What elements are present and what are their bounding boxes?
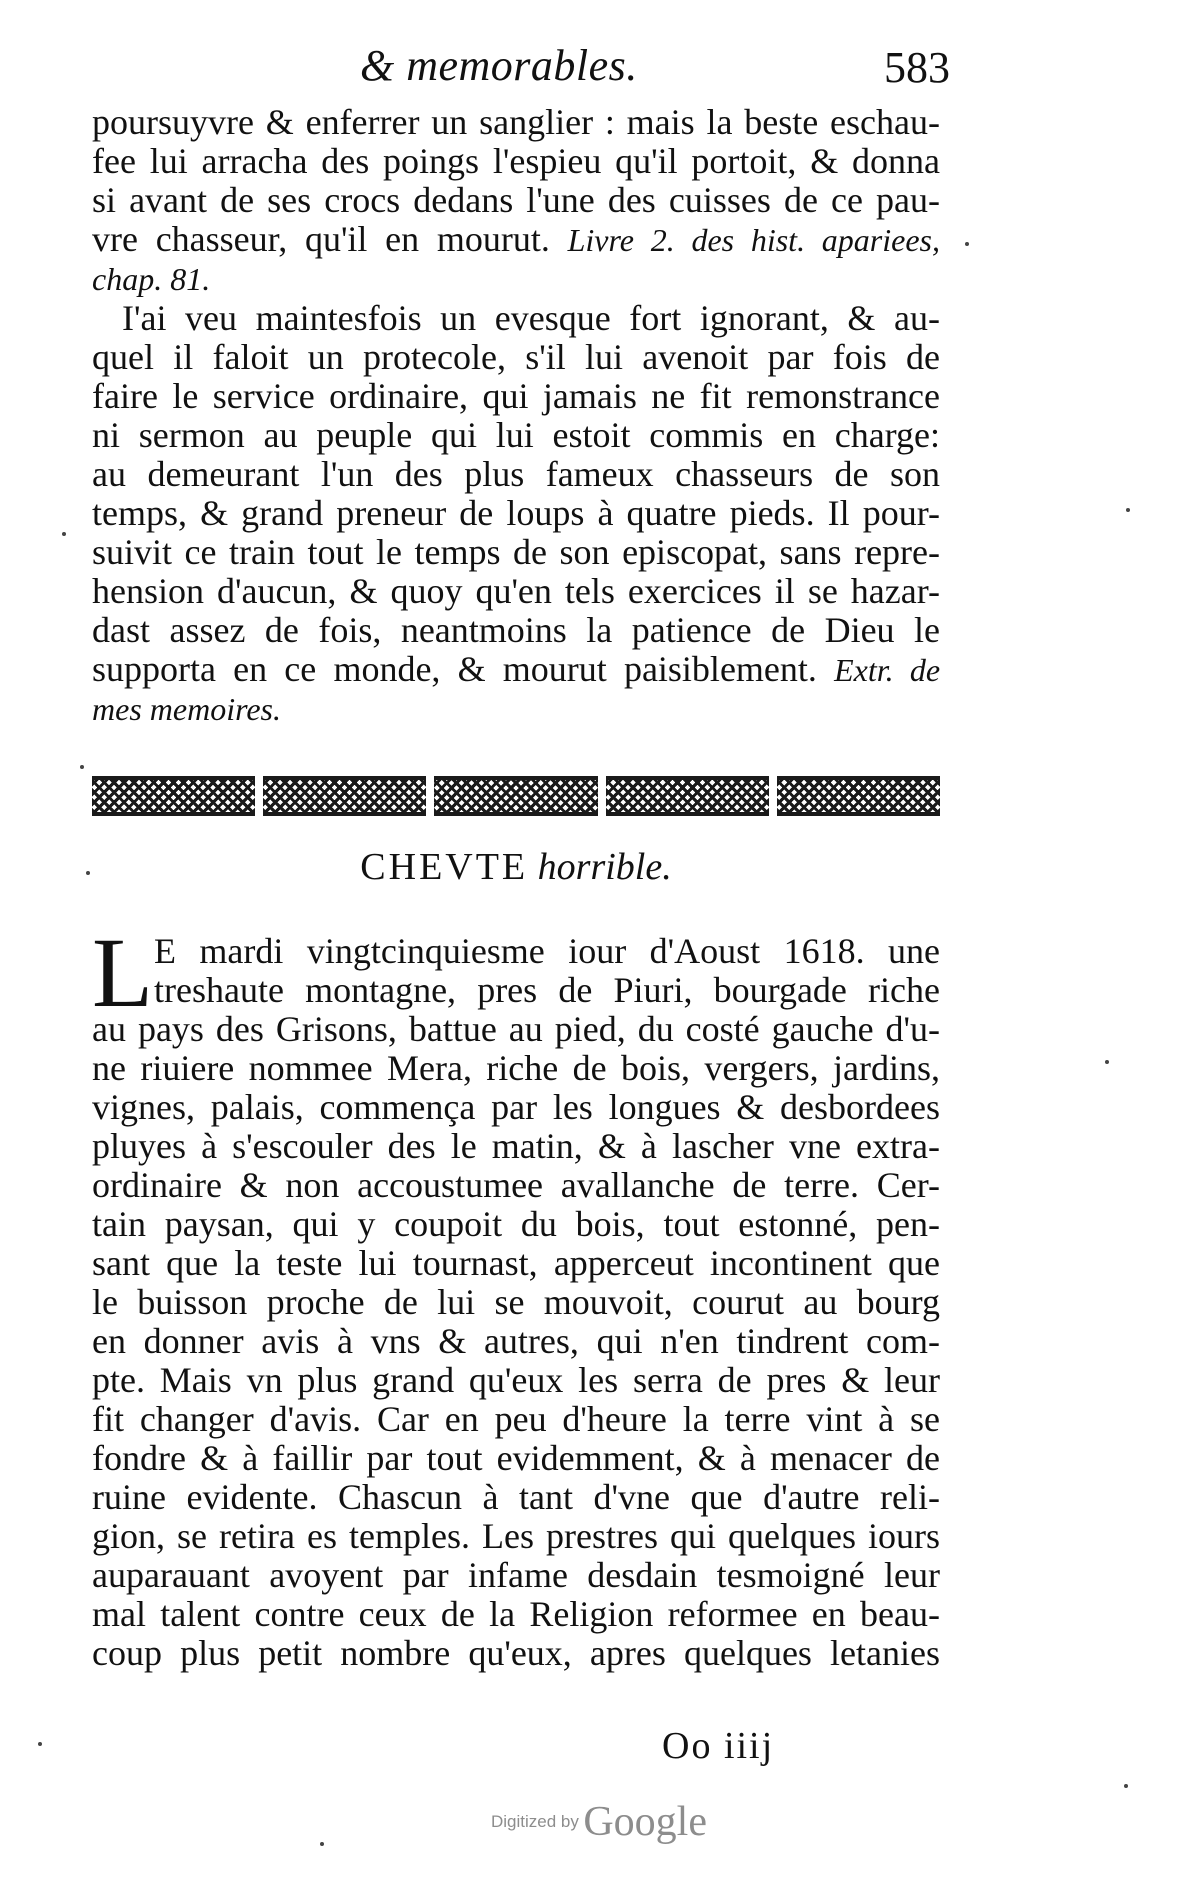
speck [38,1742,42,1746]
citation: Extr. de [834,652,941,688]
citation-end [92,259,940,298]
ornament-segment [777,776,940,816]
running-title: & memorables. [360,41,638,90]
text-line: dast assez de fois, neantmoins la patience de Dieu le [92,610,940,650]
text-line: E mardi vingtcinquiesme iour d'Aoust 1618. une [154,931,940,971]
text-line: temps, & grand preneur de loups à quatre pieds. Il pour- [92,493,940,533]
text-line-with-citation [92,650,940,689]
text-line-with-citation [92,220,940,259]
page-number: 583 [884,43,950,92]
text-line: pte. Mais vn plus grand qu'eux les serra de pres & leur [92,1360,940,1400]
ornament-segment [263,776,426,816]
text-line: au demeurant l'un des plus fameux chasseurs de son [92,454,940,494]
ornament-segment [92,776,255,816]
text-line: gion, se retira es temples. Les prestres qui quelques iours [92,1516,940,1556]
citation-end [92,689,940,728]
speck [320,1842,324,1846]
signature-mark: Oo iiij [662,1725,775,1767]
text-line: hension d'aucun, & quoy qu'en tels exercices il se hazar- [92,571,940,611]
text-line: au pays des Grisons, battue au pied, du costé gauche d'u- [92,1009,940,1049]
ornament-segment [434,776,597,816]
speck [965,242,969,246]
text-line: le buisson proche de lui se mouvoit, courut au bourg [92,1282,940,1322]
page-header [360,40,950,100]
ornamental-divider [92,776,940,816]
text-line: fondre & à faillir par tout evidemment, & à menacer de [92,1438,940,1478]
text-line: suivit ce train tout le temps de son episcopat, sans repre- [92,532,940,572]
text-line: pluyes à s'escouler des le matin, & à lascher vne extra- [92,1126,940,1166]
text-line: en donner avis à vns & autres, qui n'en tindrent com- [92,1321,940,1361]
speck [86,871,90,875]
citation: Livre 2. des hist. apariees, [567,222,940,258]
text-line: auparauant avoyent par infame desdain tesmoigné leur [92,1555,940,1595]
digitized-label: Digitized by [491,1812,579,1831]
speck [1126,508,1130,512]
text-line: mal talent contre ceux de la Religion reformee en beau- [92,1594,940,1634]
chapter-title [92,845,940,889]
text-line: fit changer d'avis. Car en peu d'heure la terre vint à se [92,1399,940,1439]
text-line: tain paysan, qui y coupoit du bois, tout estonné, pen- [92,1204,940,1244]
speck [80,765,84,769]
text-line: I'ai veu maintesfois un evesque fort ignorant, & au- [122,298,940,338]
drop-cap: L [92,917,154,1028]
text-line: poursuyvre & enferrer un sanglier : mais la beste eschau- [92,102,940,142]
text-line: ni sermon au peuple qui lui estoit commis en charge: [92,415,940,455]
chapter-body [92,917,940,1673]
citation: chap. 81. [92,261,211,297]
chapter-title-italic: horrible. [537,846,672,888]
text-line: sant que la teste lui tournast, apperceut incontinent que [92,1243,940,1283]
text-fragment: supporta en ce monde, & mourut paisiblement. [92,649,817,689]
text-line: faire le service ordinaire, qui jamais ne fit remonstrance [92,376,940,416]
ornament-segment [606,776,769,816]
text-line: fee lui arracha des poings l'espieu qu'il portoit, & donna [92,141,940,181]
text-fragment: vre chasseur, qu'il en mourut. [92,219,550,259]
digitized-watermark [0,1798,1198,1846]
paragraph-2 [92,299,940,728]
text-line: si avant de ses crocs dedans l'une des cuisses de ce pau- [92,180,940,220]
text-line: treshaute montagne, pres de Piuri, bourgade riche [154,970,940,1010]
citation: mes memoires. [92,691,281,727]
speck [1124,1784,1128,1788]
chapter-title-caps: CHEVTE [360,846,529,888]
paragraph-1 [92,103,940,298]
text-line: ordinaire & non accoustumee avallanche de terre. Cer- [92,1165,940,1205]
text-line: ne riuiere nommee Mera, riche de bois, vergers, jardins, [92,1048,940,1088]
speck [1105,1060,1109,1064]
text-line: ruine evidente. Chascun à tant d'vne que d'autre reli- [92,1477,940,1517]
text-line: quel il faloit un protecole, s'il lui avenoit par fois de [92,337,940,377]
speck [62,532,66,536]
brand-logo: Google [583,1799,707,1845]
text-line: vignes, palais, commença par les longues & desbordees [92,1087,940,1127]
text-line: coup plus petit nombre qu'eux, apres quelques letanies [92,1633,940,1673]
